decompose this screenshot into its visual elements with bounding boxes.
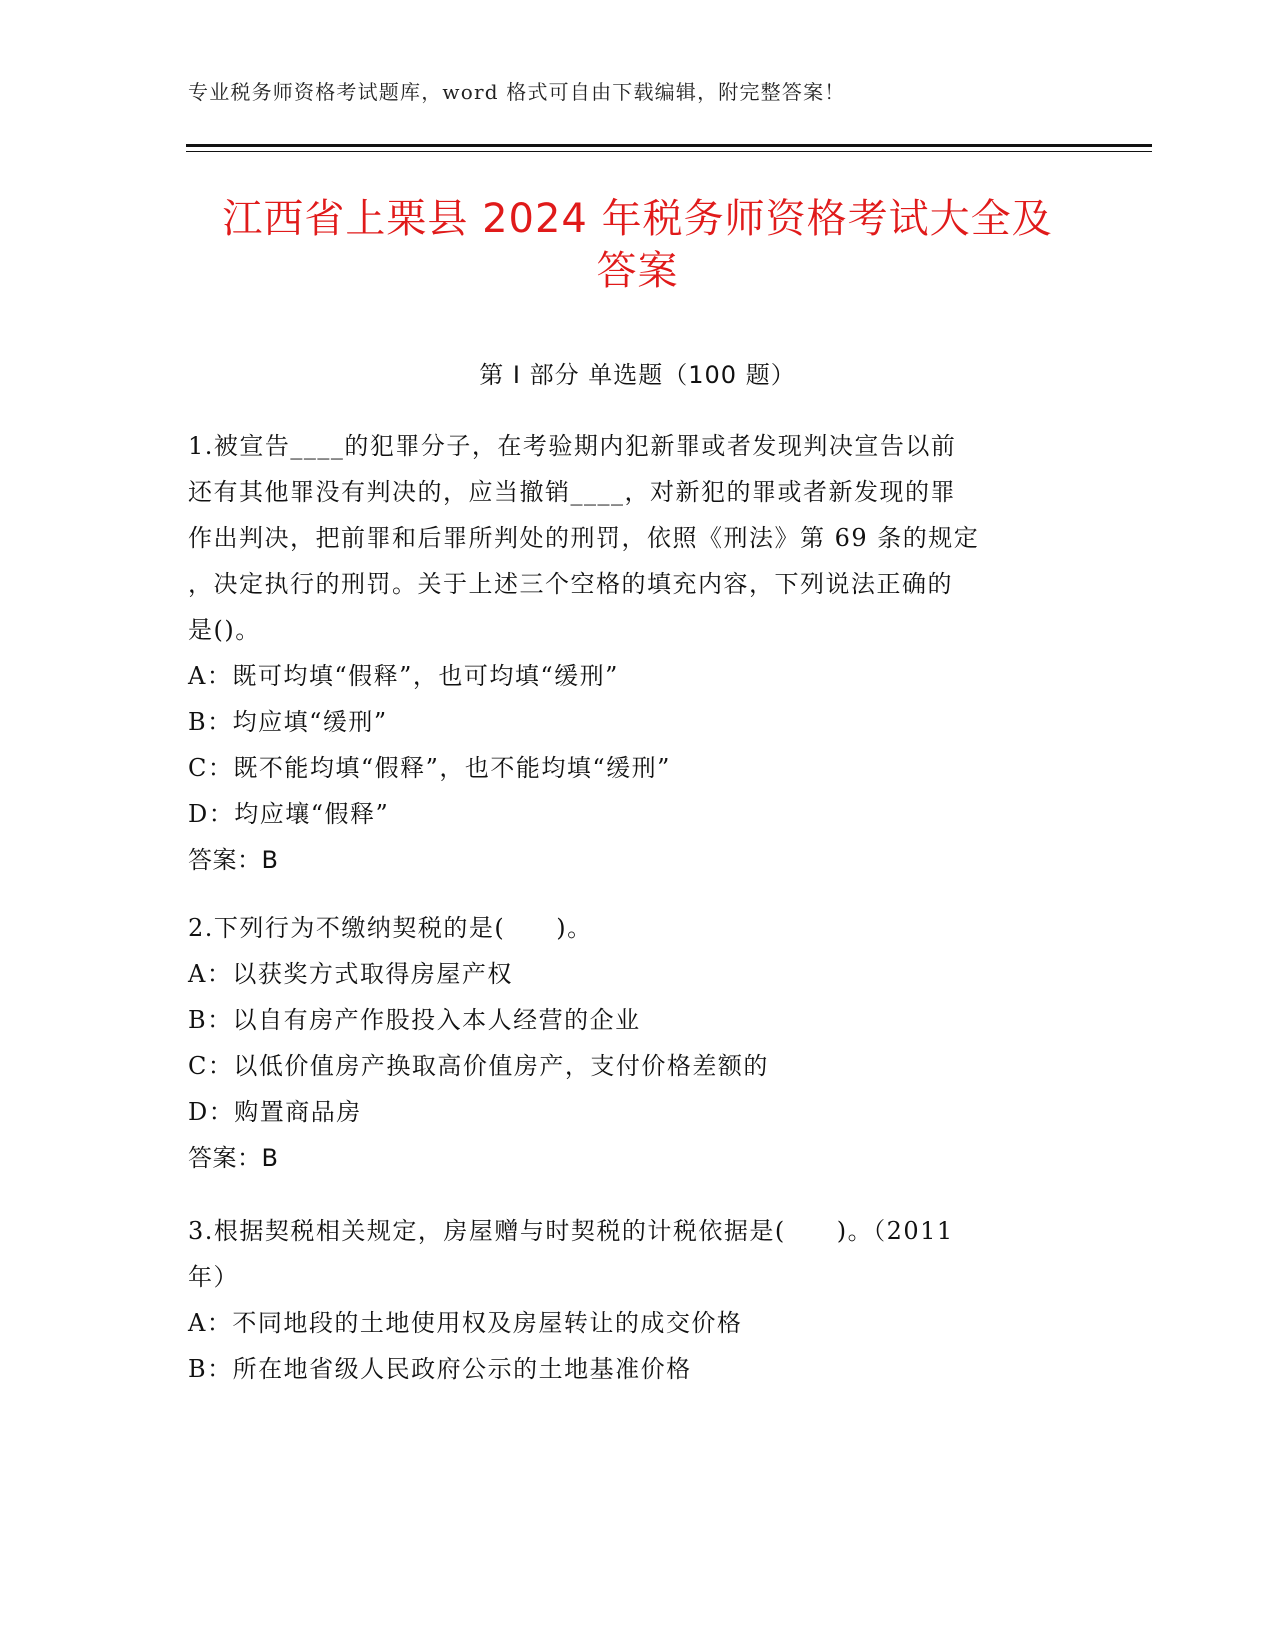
question-stem-line: 1.被宣告____的犯罪分子，在考验期内犯新罪或者发现判决宣告以前 [188, 432, 957, 460]
option-b: B：均应填“缓刑” [188, 708, 388, 736]
option-c: C：以低价值房产换取高价值房产，支付价格差额的 [188, 1052, 769, 1080]
option-a: A：不同地段的土地使用权及房屋转让的成交价格 [188, 1309, 743, 1337]
option-c: C：既不能均填“假释”，也不能均填“缓刑” [188, 754, 671, 782]
question-3 [188, 1208, 1068, 1392]
title-line-2: 答案 [596, 248, 679, 294]
question-stem-line: 2.下列行为不缴纳契税的是( )。 [188, 914, 593, 942]
question-stem-line: ，决定执行的刑罚。关于上述三个空格的填充内容，下列说法正确的 [188, 570, 953, 598]
question-stem-line: 3.根据契税相关规定，房屋赠与时契税的计税依据是( )。（2011 [188, 1217, 954, 1245]
question-2 [188, 905, 1068, 1181]
option-a: A：以获奖方式取得房屋产权 [188, 960, 513, 988]
section-heading: 第 I 部分 单选题（100 题） [479, 361, 796, 389]
header-note: 专业税务师资格考试题库，word 格式可自由下载编辑，附完整答案！ [188, 80, 846, 104]
option-d: D：均应壤“假释” [188, 800, 390, 828]
option-b: B：以自有房产作股投入本人经营的企业 [188, 1006, 641, 1034]
question-stem-line: 是()。 [188, 616, 261, 644]
question-stem-line: 作出判决，把前罪和后罪所判处的刑罚，依照《刑法》第 69 条的规定 [188, 524, 980, 552]
question-stem-line: 还有其他罪没有判决的，应当撤销____，对新犯的罪或者新发现的罪 [188, 478, 956, 506]
header-rule-thick [186, 144, 1152, 147]
title-line-1: 江西省上栗县 2024 年税务师资格考试大全及 [222, 196, 1053, 242]
option-a: A：既可均填“假释”，也可均填“缓刑” [188, 662, 619, 690]
option-d: D：购置商品房 [188, 1098, 362, 1126]
question-stem-line: 年） [188, 1263, 239, 1291]
answer-label: 答案：B [188, 846, 279, 874]
option-b: B：所在地省级人民政府公示的土地基准价格 [188, 1355, 692, 1383]
document-title [150, 193, 1125, 297]
answer-label: 答案：B [188, 1144, 279, 1172]
question-1 [188, 423, 1068, 883]
header-rule-thin [186, 151, 1152, 152]
